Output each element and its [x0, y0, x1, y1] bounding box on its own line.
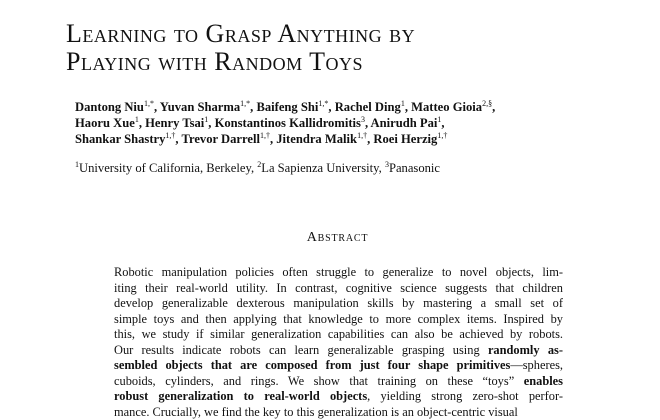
- abstract-line: [114, 405, 563, 420]
- abstract-line: [114, 265, 563, 281]
- abstract-line: [114, 374, 563, 390]
- abstract-text: cuboids, cylinders, and rings. We show that training on these “toys”: [114, 374, 524, 388]
- abstract-text: iting their real-world utility. In contrast, cognitive science suggests that children: [114, 281, 563, 295]
- author-name: Yuvan Sharma: [160, 100, 240, 114]
- author-affiliation-marker: 1: [437, 115, 441, 124]
- author-affiliation-marker: 1,†: [165, 131, 175, 140]
- abstract-line: [114, 281, 563, 297]
- author-line-2: [75, 115, 615, 131]
- author-name: Anirudh Pai: [371, 116, 438, 130]
- author-affiliation-marker: 1: [135, 115, 139, 124]
- abstract-line: [114, 327, 563, 343]
- abstract-line: [114, 312, 563, 328]
- author-affiliation-marker: 1,*: [144, 99, 154, 108]
- author-affiliation-marker: 1,†: [437, 131, 447, 140]
- author-affiliation-marker: 1,*: [240, 99, 250, 108]
- affiliation-marker: 3: [385, 160, 389, 169]
- author-name: Jitendra Malik: [276, 132, 357, 146]
- affiliation-marker: 2: [257, 160, 261, 169]
- affiliation-name: University of California, Berkeley,: [79, 161, 257, 175]
- author-name: Haoru Xue: [75, 116, 135, 130]
- paper-title: [66, 20, 626, 76]
- author-separator: ,: [328, 100, 334, 114]
- abstract-text: Our results indicate robots can learn generalizable grasping using: [114, 343, 488, 357]
- author-separator: ,: [367, 132, 373, 146]
- author-affiliation-marker: 1: [401, 99, 405, 108]
- title-line-2: Playing with Random Toys: [66, 48, 626, 76]
- abstract-text: mance. Crucially, we find the key to this generalization is an object-centric visual: [114, 405, 518, 419]
- abstract-emphasis: sembled objects that are composed from just four shape primitives: [114, 358, 510, 372]
- author-affiliation-marker: 1,†: [357, 131, 367, 140]
- abstract-text: simple toys and then applying that knowledge to more complex items. Inspired by: [114, 312, 563, 326]
- author-name: Henry Tsai: [145, 116, 204, 130]
- abstract-line: [114, 296, 563, 312]
- abstract-line: [114, 358, 563, 374]
- abstract-text: —spheres,: [510, 358, 563, 372]
- author-affiliation-marker: 1,†: [260, 131, 270, 140]
- abstract-line: [114, 343, 563, 359]
- author-separator: ,: [492, 100, 495, 114]
- author-separator: ,: [441, 116, 444, 130]
- author-separator: ,: [175, 132, 181, 146]
- author-name: Konstantinos Kallidromitis: [215, 116, 361, 130]
- author-separator: ,: [365, 116, 371, 130]
- abstract-emphasis: randomly as-: [488, 343, 563, 357]
- affiliations: [75, 160, 615, 176]
- author-name: Baifeng Shi: [256, 100, 318, 114]
- abstract-text: this, we study if similar generalization capabilities can also be achieved by robots.: [114, 327, 563, 341]
- author-separator: ,: [405, 100, 411, 114]
- abstract-text: develop generalizable dexterous manipulation skills by mastering a small set of: [114, 296, 563, 310]
- author-name: Roei Herzig: [373, 132, 437, 146]
- abstract-text: , yielding strong zero-shot perfor-: [367, 389, 563, 403]
- author-separator: ,: [154, 100, 160, 114]
- author-separator: ,: [250, 100, 256, 114]
- affiliation-name: Panasonic: [389, 161, 440, 175]
- author-separator: ,: [208, 116, 214, 130]
- author-list: [75, 99, 615, 147]
- author-line-3: [75, 131, 615, 147]
- author-affiliation-marker: 1: [204, 115, 208, 124]
- author-name: Rachel Ding: [335, 100, 401, 114]
- abstract-body: [114, 265, 563, 420]
- abstract-line: [114, 389, 563, 405]
- author-line-1: [75, 99, 615, 115]
- author-separator: ,: [270, 132, 276, 146]
- author-affiliation-marker: 2,§: [482, 99, 492, 108]
- affiliation-name: La Sapienza University,: [261, 161, 385, 175]
- author-affiliation-marker: 1,*: [318, 99, 328, 108]
- author-name: Shankar Shastry: [75, 132, 165, 146]
- title-line-1: Learning to Grasp Anything by: [66, 20, 626, 48]
- abstract-emphasis: enables: [524, 374, 563, 388]
- author-affiliation-marker: 3: [361, 115, 365, 124]
- author-name: Trevor Darrell: [182, 132, 260, 146]
- abstract-emphasis: robust generalization to real-world objects: [114, 389, 367, 403]
- abstract-text: Robotic manipulation policies often struggle to generalize to novel objects, lim-: [114, 265, 563, 279]
- author-name: Matteo Gioia: [411, 100, 482, 114]
- abstract-heading: Abstract: [0, 230, 660, 246]
- author-name: Dantong Niu: [75, 100, 144, 114]
- author-separator: ,: [139, 116, 145, 130]
- affiliation-marker: 1: [75, 160, 79, 169]
